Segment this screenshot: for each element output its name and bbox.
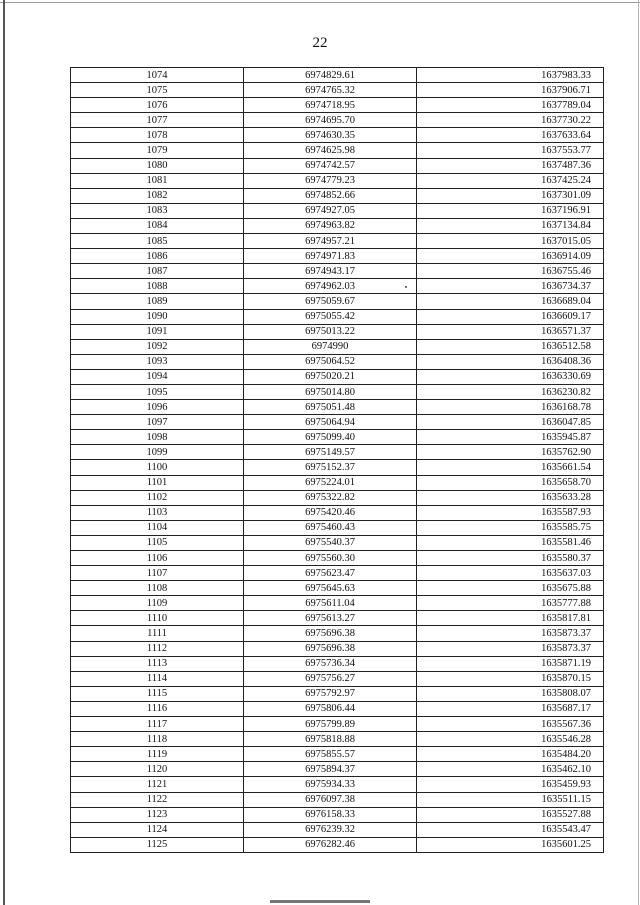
table-row (71, 792, 604, 807)
table-row (71, 807, 604, 822)
x-coordinate-cell: 6975020.21 (244, 369, 417, 384)
y-coordinate-cell: 1636914.09 (417, 249, 604, 264)
point-number-cell: 1103 (71, 505, 244, 520)
y-coordinate-cell: 1635581.46 (417, 535, 604, 550)
point-number-cell: 1087 (71, 264, 244, 279)
y-coordinate-cell: 1636571.37 (417, 324, 604, 339)
point-number-cell: 1077 (71, 113, 244, 128)
y-coordinate-cell: 1635511.15 (417, 792, 604, 807)
table-row (71, 520, 604, 535)
point-number-cell: 1122 (71, 792, 244, 807)
y-coordinate-cell: 1637789.04 (417, 98, 604, 113)
y-coordinate-cell: 1637301.09 (417, 188, 604, 203)
point-number-cell: 1086 (71, 249, 244, 264)
point-number-cell: 1083 (71, 203, 244, 218)
table-row (71, 354, 604, 369)
point-number-cell: 1091 (71, 324, 244, 339)
table-row (71, 430, 604, 445)
y-coordinate-cell: 1635633.28 (417, 490, 604, 505)
point-number-cell: 1119 (71, 747, 244, 762)
table-row (71, 641, 604, 656)
point-number-cell: 1095 (71, 384, 244, 399)
table-row (71, 384, 604, 399)
point-number-cell: 1106 (71, 551, 244, 566)
point-number-cell: 1107 (71, 566, 244, 581)
table-row (71, 671, 604, 686)
x-coordinate-cell: 6975059.67 (244, 294, 417, 309)
y-coordinate-cell: 1635817.81 (417, 611, 604, 626)
y-coordinate-cell: 1635601.25 (417, 837, 604, 852)
y-coordinate-cell: 1635661.54 (417, 460, 604, 475)
point-number-cell: 1094 (71, 369, 244, 384)
x-coordinate-cell: 6975420.46 (244, 505, 417, 520)
y-coordinate-cell: 1637553.77 (417, 143, 604, 158)
table-row (71, 113, 604, 128)
point-number-cell: 1076 (71, 98, 244, 113)
point-number-cell: 1105 (71, 535, 244, 550)
point-number-cell: 1102 (71, 490, 244, 505)
x-coordinate-cell: 6976239.32 (244, 822, 417, 837)
y-coordinate-cell: 1635585.75 (417, 520, 604, 535)
x-coordinate-cell: 6975099.40 (244, 430, 417, 445)
y-coordinate-cell: 1636230.82 (417, 384, 604, 399)
table-row (71, 309, 604, 324)
scan-edge-top (0, 2, 640, 3)
x-coordinate-cell: 6975934.33 (244, 777, 417, 792)
point-number-cell: 1085 (71, 234, 244, 249)
table-row (71, 264, 604, 279)
x-coordinate-cell: 6975560.30 (244, 551, 417, 566)
x-coordinate-cell: 6974829.61 (244, 68, 417, 83)
y-coordinate-cell: 1635462.10 (417, 762, 604, 777)
y-coordinate-cell: 1636755.46 (417, 264, 604, 279)
point-number-cell: 1123 (71, 807, 244, 822)
scan-edge-bottom (270, 900, 370, 903)
y-coordinate-cell: 1635675.88 (417, 581, 604, 596)
point-number-cell: 1088 (71, 279, 244, 294)
table-row (71, 445, 604, 460)
x-coordinate-cell: 6976097.38 (244, 792, 417, 807)
point-number-cell: 1078 (71, 128, 244, 143)
table-row (71, 837, 604, 852)
y-coordinate-cell: 1635873.37 (417, 641, 604, 656)
point-number-cell: 1096 (71, 400, 244, 415)
point-number-cell: 1075 (71, 83, 244, 98)
point-number-cell: 1079 (71, 143, 244, 158)
table-row (71, 611, 604, 626)
point-number-cell: 1124 (71, 822, 244, 837)
x-coordinate-cell: 6975756.27 (244, 671, 417, 686)
y-coordinate-cell: 1636168.78 (417, 400, 604, 415)
y-coordinate-cell: 1635546.28 (417, 732, 604, 747)
table-row (71, 143, 604, 158)
x-coordinate-cell: 6974718.95 (244, 98, 417, 113)
point-number-cell: 1074 (71, 68, 244, 83)
y-coordinate-cell: 1635873.37 (417, 626, 604, 641)
table-row (71, 128, 604, 143)
table-row (71, 324, 604, 339)
x-coordinate-cell: 6975064.52 (244, 354, 417, 369)
point-number-cell: 1120 (71, 762, 244, 777)
table-row (71, 234, 604, 249)
point-number-cell: 1089 (71, 294, 244, 309)
table-row (71, 415, 604, 430)
table-row (71, 686, 604, 701)
x-coordinate-cell: 6974971.83 (244, 249, 417, 264)
table-row (71, 203, 604, 218)
table-row (71, 566, 604, 581)
x-coordinate-cell: 6975322.82 (244, 490, 417, 505)
x-coordinate-cell: 6974990 (244, 339, 417, 354)
scan-speck (405, 286, 407, 288)
point-number-cell: 1116 (71, 701, 244, 716)
table-row (71, 747, 604, 762)
table-row (71, 188, 604, 203)
y-coordinate-cell: 1635637.03 (417, 566, 604, 581)
y-coordinate-cell: 1637487.36 (417, 158, 604, 173)
x-coordinate-cell: 6974852.66 (244, 188, 417, 203)
y-coordinate-cell: 1635687.17 (417, 701, 604, 716)
x-coordinate-cell: 6975613.27 (244, 611, 417, 626)
table-row (71, 581, 604, 596)
y-coordinate-cell: 1635658.70 (417, 475, 604, 490)
point-number-cell: 1110 (71, 611, 244, 626)
point-number-cell: 1114 (71, 671, 244, 686)
x-coordinate-cell: 6975051.48 (244, 400, 417, 415)
y-coordinate-cell: 1636047.85 (417, 415, 604, 430)
table-row (71, 400, 604, 415)
point-number-cell: 1081 (71, 173, 244, 188)
y-coordinate-cell: 1635777.88 (417, 596, 604, 611)
x-coordinate-cell: 6974943.17 (244, 264, 417, 279)
x-coordinate-cell: 6974625.98 (244, 143, 417, 158)
y-coordinate-cell: 1636330.69 (417, 369, 604, 384)
table-row (71, 249, 604, 264)
x-coordinate-cell: 6975611.04 (244, 596, 417, 611)
x-coordinate-cell: 6975064.94 (244, 415, 417, 430)
y-coordinate-cell: 1635543.47 (417, 822, 604, 837)
x-coordinate-cell: 6974779.23 (244, 173, 417, 188)
point-number-cell: 1117 (71, 717, 244, 732)
point-number-cell: 1104 (71, 520, 244, 535)
y-coordinate-cell: 1637906.71 (417, 83, 604, 98)
scan-edge-right (638, 0, 639, 905)
x-coordinate-cell: 6974957.21 (244, 234, 417, 249)
x-coordinate-cell: 6975894.37 (244, 762, 417, 777)
table-row (71, 475, 604, 490)
point-number-cell: 1112 (71, 641, 244, 656)
x-coordinate-cell: 6976158.33 (244, 807, 417, 822)
x-coordinate-cell: 6975792.97 (244, 686, 417, 701)
x-coordinate-cell: 6974630.35 (244, 128, 417, 143)
table-row (71, 218, 604, 233)
point-number-cell: 1108 (71, 581, 244, 596)
y-coordinate-cell: 1635870.15 (417, 671, 604, 686)
point-number-cell: 1098 (71, 430, 244, 445)
x-coordinate-cell: 6974695.70 (244, 113, 417, 128)
x-coordinate-cell: 6975806.44 (244, 701, 417, 716)
y-coordinate-cell: 1637983.33 (417, 68, 604, 83)
x-coordinate-cell: 6975540.37 (244, 535, 417, 550)
y-coordinate-cell: 1635567.36 (417, 717, 604, 732)
y-coordinate-cell: 1637633.64 (417, 128, 604, 143)
table-row (71, 158, 604, 173)
x-coordinate-cell: 6975645.63 (244, 581, 417, 596)
table-row (71, 551, 604, 566)
point-number-cell: 1101 (71, 475, 244, 490)
point-number-cell: 1080 (71, 158, 244, 173)
table-row (71, 717, 604, 732)
x-coordinate-cell: 6975818.88 (244, 732, 417, 747)
table-row (71, 596, 604, 611)
table-row (71, 626, 604, 641)
table-row (71, 535, 604, 550)
y-coordinate-cell: 1635459.93 (417, 777, 604, 792)
x-coordinate-cell: 6974742.57 (244, 158, 417, 173)
x-coordinate-cell: 6975696.38 (244, 626, 417, 641)
x-coordinate-cell: 6975149.57 (244, 445, 417, 460)
x-coordinate-cell: 6975855.57 (244, 747, 417, 762)
table-row (71, 777, 604, 792)
point-number-cell: 1084 (71, 218, 244, 233)
y-coordinate-cell: 1635808.07 (417, 686, 604, 701)
table-row (71, 339, 604, 354)
point-number-cell: 1113 (71, 656, 244, 671)
x-coordinate-cell: 6975460.43 (244, 520, 417, 535)
point-number-cell: 1099 (71, 445, 244, 460)
table-row (71, 460, 604, 475)
y-coordinate-cell: 1636609.17 (417, 309, 604, 324)
table-row (71, 173, 604, 188)
y-coordinate-cell: 1637730.22 (417, 113, 604, 128)
x-coordinate-cell: 6974962.03 (244, 279, 417, 294)
point-number-cell: 1118 (71, 732, 244, 747)
x-coordinate-cell: 6975736.34 (244, 656, 417, 671)
x-coordinate-cell: 6974927.05 (244, 203, 417, 218)
x-coordinate-cell: 6974963.82 (244, 218, 417, 233)
table-row (71, 83, 604, 98)
point-number-cell: 1111 (71, 626, 244, 641)
point-number-cell: 1100 (71, 460, 244, 475)
x-coordinate-cell: 6975152.37 (244, 460, 417, 475)
x-coordinate-cell: 6976282.46 (244, 837, 417, 852)
x-coordinate-cell: 6975055.42 (244, 309, 417, 324)
table-row (71, 505, 604, 520)
table-row (71, 762, 604, 777)
point-number-cell: 1125 (71, 837, 244, 852)
point-number-cell: 1082 (71, 188, 244, 203)
y-coordinate-cell: 1637134.84 (417, 218, 604, 233)
y-coordinate-cell: 1637015.05 (417, 234, 604, 249)
y-coordinate-cell: 1635580.37 (417, 551, 604, 566)
y-coordinate-cell: 1635945.87 (417, 430, 604, 445)
point-number-cell: 1090 (71, 309, 244, 324)
table-row (71, 68, 604, 83)
y-coordinate-cell: 1635762.90 (417, 445, 604, 460)
y-coordinate-cell: 1635527.88 (417, 807, 604, 822)
y-coordinate-cell: 1635587.93 (417, 505, 604, 520)
table-row (71, 98, 604, 113)
x-coordinate-cell: 6975224.01 (244, 475, 417, 490)
y-coordinate-cell: 1636734.37 (417, 279, 604, 294)
table-row (71, 369, 604, 384)
table-row (71, 279, 604, 294)
coordinates-table (70, 67, 604, 853)
x-coordinate-cell: 6975696.38 (244, 641, 417, 656)
point-number-cell: 1097 (71, 415, 244, 430)
point-number-cell: 1121 (71, 777, 244, 792)
table-row (71, 822, 604, 837)
x-coordinate-cell: 6975013.22 (244, 324, 417, 339)
table-row (71, 701, 604, 716)
x-coordinate-cell: 6975014.80 (244, 384, 417, 399)
x-coordinate-cell: 6975799.89 (244, 717, 417, 732)
table-row (71, 490, 604, 505)
x-coordinate-cell: 6975623.47 (244, 566, 417, 581)
point-number-cell: 1109 (71, 596, 244, 611)
x-coordinate-cell: 6974765.32 (244, 83, 417, 98)
y-coordinate-cell: 1636512.58 (417, 339, 604, 354)
point-number-cell: 1115 (71, 686, 244, 701)
point-number-cell: 1093 (71, 354, 244, 369)
y-coordinate-cell: 1636689.04 (417, 294, 604, 309)
table-row (71, 294, 604, 309)
point-number-cell: 1092 (71, 339, 244, 354)
y-coordinate-cell: 1636408.36 (417, 354, 604, 369)
y-coordinate-cell: 1637196.91 (417, 203, 604, 218)
y-coordinate-cell: 1637425.24 (417, 173, 604, 188)
table-row (71, 656, 604, 671)
y-coordinate-cell: 1635871.19 (417, 656, 604, 671)
coordinates-table-body (71, 68, 604, 853)
scan-edge-left (3, 0, 5, 905)
y-coordinate-cell: 1635484.20 (417, 747, 604, 762)
page-number: 22 (312, 35, 328, 51)
table-row (71, 732, 604, 747)
